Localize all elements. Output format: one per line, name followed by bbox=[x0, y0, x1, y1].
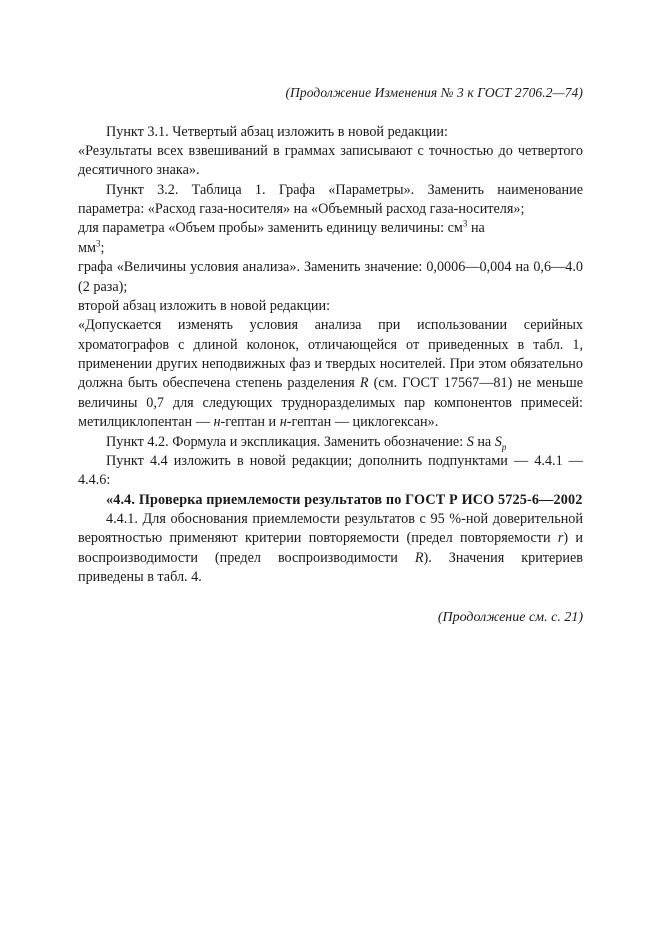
paragraph-7-c: -гептан и bbox=[220, 414, 280, 431]
paragraph-4-lead: для параметра «Объем пробы» заменить единицу величины: см bbox=[78, 220, 463, 237]
continuation-note: (Продолжение см. с. 21) bbox=[437, 609, 583, 625]
paragraph-11-a: 4.4.1. Для обоснования приемлемости результатов с 95 %-ной доверительной вероятностью применяют критерии повторяемости (предел повторяемости bbox=[78, 511, 583, 547]
paragraph-7 bbox=[78, 316, 583, 432]
paragraph-4-tail: мм bbox=[78, 239, 96, 256]
paragraph-8-a: Пункт 4.2. Формула и экспликация. Заменить обозначение: bbox=[106, 433, 467, 450]
paragraph-6: второй абзац изложить в новой редакции: bbox=[78, 297, 331, 314]
paragraph-4-sup2: 3 bbox=[95, 238, 101, 249]
paragraph-11 bbox=[78, 510, 583, 588]
symbol-R-upper: R bbox=[414, 549, 424, 566]
paragraph-2: «Результаты всех взвешиваний в граммах записывают с точностью до четвертого десятичного знака». bbox=[78, 142, 583, 179]
page-content bbox=[78, 84, 583, 626]
symbol-n-2: н bbox=[279, 414, 287, 431]
paragraph-7-a: «Допускается изменять условия анализа при использовании серийных хроматографов с длиной колонок, отличающейся от приведенных в табл. 1, применении других неподвижных фаз и твердых носителей. При этом обязательно должна быть обеспечена степень разделения bbox=[78, 317, 583, 392]
paragraph-4-sup1: 3 bbox=[462, 218, 468, 229]
paragraph-11-b: ) и воспроизводимости (предел воспроизводимости bbox=[78, 530, 583, 566]
symbol-n-1: н bbox=[213, 414, 221, 431]
paragraph-4 bbox=[78, 219, 583, 258]
paragraph-10-heading: «4.4. Проверка приемлемости результатов по ГОСТ Р ИСО 5725-6—2002 bbox=[106, 491, 583, 508]
symbol-S-1: S bbox=[466, 433, 474, 450]
symbol-S-subscript: p bbox=[501, 441, 507, 452]
symbol-S-2: S bbox=[494, 433, 502, 450]
paragraph-7-b: (см. ГОСТ 17567—81) не меньше величины 0,7 для следующих трудноразделимых пар компонентов примесей: метилциклопентан — bbox=[78, 375, 584, 431]
paragraph-4-end: ; bbox=[100, 239, 105, 256]
paragraph-8-b: на bbox=[473, 433, 495, 450]
symbol-r-lower: r bbox=[557, 530, 564, 547]
paragraph-7-d: -гептан — циклогексан». bbox=[286, 414, 439, 431]
paragraph-3: Пункт 3.2. Таблица 1. Графа «Параметры». Заменить наименование параметра: «Расход газа-носителя» на «Объемный расход газа-носителя»; bbox=[78, 181, 583, 218]
symbol-R: R bbox=[359, 375, 369, 392]
paragraph-8 bbox=[78, 433, 583, 452]
paragraph-5: графа «Величины условия анализа». Заменить значение: 0,0006—0,004 на 0,6—4.0 (2 раза); bbox=[78, 259, 583, 295]
paragraph-9: Пункт 4.4 изложить в новой редакции; дополнить подпунктами — 4.4.1 — 4.4.6: bbox=[78, 452, 583, 489]
document-header: (Продолжение Изменения № 3 к ГОСТ 2706.2—74) bbox=[285, 85, 583, 100]
paragraph-1: Пункт 3.1. Четвертый абзац изложить в новой редакции: bbox=[106, 123, 448, 140]
paragraph-11-c: ). Значения критериев приведены в табл. 4. bbox=[78, 549, 583, 586]
paragraph-4-mid: на bbox=[467, 220, 485, 237]
